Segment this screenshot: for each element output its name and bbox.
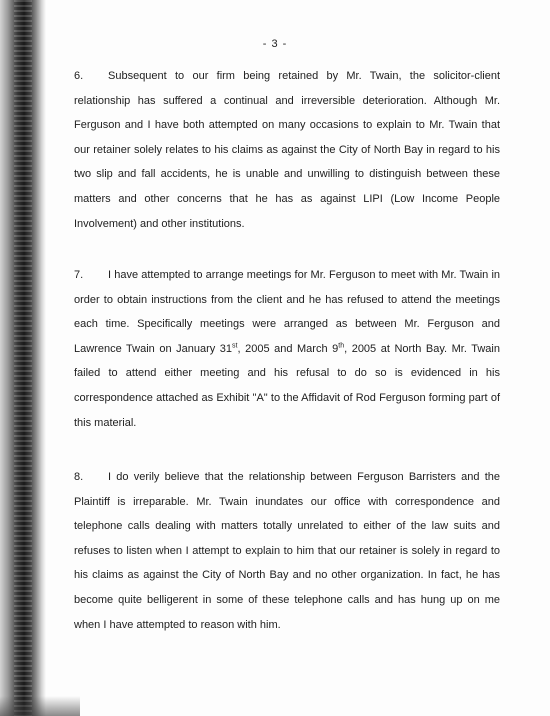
scan-bottom-shadow (0, 696, 80, 716)
ordinal-suffix: th (338, 342, 345, 350)
paragraph-number: 6. (74, 70, 84, 82)
scan-binding-speckle (14, 0, 32, 716)
paragraph-number: 8. (74, 471, 84, 483)
paragraph-number: 7. (74, 269, 84, 281)
paragraph-text: I do verily believe that the relationship between Ferguson Barristers and the Plaintiff is irreparable. Mr. Twain inundates our office with correspondence and telephone calls dealing with matters totally unrelated to either of the law suits and refuses to listen when I attempt to explain to him that our retainer is solely in regard to his claims as against the City of North Bay and no other organization. In fact, he has become quite belligerent in some of these telephone calls and has hung up on me when I have attempted to reason with him. (74, 471, 500, 631)
paragraph-text-part-2: , 2005 and March 9 (237, 342, 339, 355)
ordinal-suffix: st (232, 342, 238, 350)
paragraph-text: Subsequent to our firm being retained by Mr. Twain, the solicitor-client relationship has suffered a continual and irreversible deterioration. Although Mr. Ferguson and I have both attempted on many occasions to explain to Mr. Twain that our retainer solely relates to his claims as against the City of North Bay in regard to his two slip and fall accidents, he is unable and unwilling to distinguish between these matters and other concerns that he has as against LIPI (Low Income People Involvement) and other institutions. (74, 70, 500, 230)
page-number: - 3 - (262, 38, 288, 50)
paragraph-text-part-3: , 2005 at North Bay. Mr. Twain failed to attend either meeting and his refusal to do so is evidenced in his correspondence attached as Exhibit "A" to the Affidavit of Rod Ferguson forming part of this material. (74, 342, 500, 429)
paragraph-text-part-1: I have attempted to arrange meetings for Mr. Ferguson to meet with Mr. Twain in order to obtain instructions from the client and he has refused to attend the meetings each time. Specifically meetings were arranged as between Mr. Ferguson and Lawrence Twain on January 31 (74, 269, 500, 355)
paragraph-7 (74, 263, 500, 435)
paragraph-8 (74, 465, 500, 637)
paragraph-6 (74, 64, 500, 236)
